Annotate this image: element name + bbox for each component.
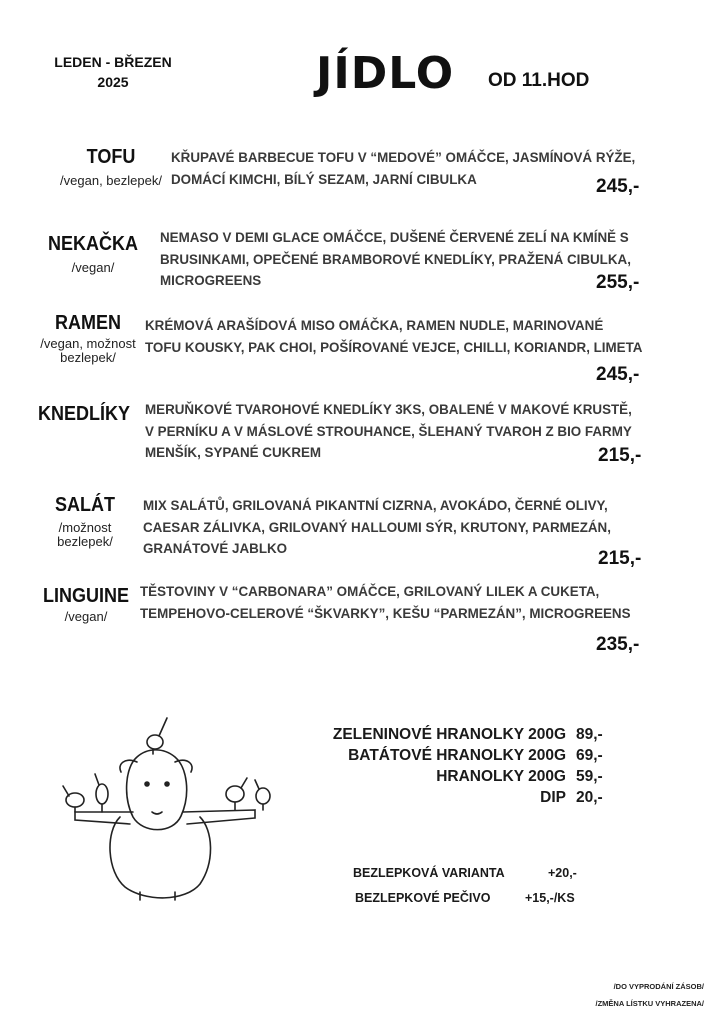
gf-price: +20,-: [548, 866, 577, 880]
side-item: [330, 787, 620, 808]
item-name: RAMEN: [54, 312, 122, 334]
sides-list: [330, 724, 620, 808]
description-line: GRANÁTOVÉ JABLKO: [143, 541, 288, 556]
description-line: KŘUPAVÉ BARBECUE TOFU V “MEDOVÉ” OMÁČCE, JASMÍNOVÁ RÝŽE,: [171, 150, 636, 165]
item-tag: /vegan/: [71, 260, 115, 275]
bird-icon: [95, 774, 108, 812]
item-description: [145, 315, 642, 358]
item-tag: /vegan, bezlepek/: [60, 173, 162, 188]
item-name: KNEDLÍKY: [37, 403, 130, 425]
item-price: 245,-: [596, 364, 640, 385]
item-price: 245,-: [596, 176, 640, 197]
item-name: TOFU: [86, 146, 136, 168]
bird-icon: [147, 718, 167, 754]
item-tag: /vegan/: [64, 609, 108, 624]
footer-note: /ZMĚNA LÍSTKU VYHRAZENA/: [595, 999, 704, 1008]
side-name: ZELENINOVÉ HRANOLKY 200G: [332, 726, 566, 743]
item-name: NEKAČKA: [48, 233, 138, 255]
season-label: [43, 52, 183, 92]
sheep-arm-left: [75, 812, 133, 824]
side-price: 89,-: [576, 726, 603, 743]
item-name: SALÁT: [54, 494, 115, 516]
item-price: 215,-: [598, 548, 642, 569]
side-price: 69,-: [576, 747, 603, 764]
gf-price: +15,-/KS: [525, 891, 575, 905]
description-line: TOFU KOUSKY, PAK CHOI, POŠÍROVANÉ VEJCE, CHILLI, KORIANDR, LIMETA: [145, 339, 643, 355]
item-price: 235,-: [596, 634, 640, 655]
item-description: [143, 495, 611, 560]
item-name: LINGUINE: [42, 585, 130, 607]
bird-icon: [255, 780, 270, 810]
tag-line: /vegan, možnost: [40, 336, 136, 351]
bird-icon: [63, 786, 84, 812]
item-description: [160, 227, 631, 292]
description-line: V PERNÍKU A V MÁSLOVÉ STROUHANCE, ŠLEHANÝ TVAROH Z BIO FARMY: [145, 423, 632, 439]
side-price: 20,-: [576, 789, 603, 806]
description-line: MENŠÍK, SYPANÉ CUKREM: [145, 445, 322, 460]
description-line: BRUSINKAMI, OPEČENÉ BRAMBOROVÉ KNEDLÍKY, PRAŽENÁ CIBULKA,: [160, 251, 631, 267]
side-price: 59,-: [576, 768, 603, 785]
item-tag: [10, 521, 160, 549]
item-description: [145, 399, 632, 464]
footer-notes: [596, 978, 704, 1012]
item-tag: [13, 337, 163, 365]
tag-line: /možnost: [58, 520, 112, 535]
description-line: NEMASO V DEMI GLACE OMÁČCE, DUŠENÉ ČERVENÉ ZELÍ NA KMÍNĚ S: [160, 230, 629, 245]
side-item: [330, 724, 620, 745]
description-line: TEMPEHOVO-CELEROVÉ “ŠKVARKY”, KEŠU “PARMEZÁN”, MICROGREENS: [140, 605, 631, 621]
tag-line: bezlepek/: [57, 534, 113, 549]
side-item: [330, 766, 620, 787]
description-line: KRÉMOVÁ ARAŠÍDOVÁ MISO OMÁČKA, RAMEN NUDLE, MARINOVANÉ: [145, 318, 604, 333]
item-price: 215,-: [598, 445, 642, 466]
tag-line: bezlepek/: [60, 350, 116, 365]
sheep-with-birds-illustration: [55, 712, 295, 902]
gf-name: BEZLEPKOVÉ PEČIVO: [355, 891, 491, 905]
sheep-arm-right: [183, 810, 255, 824]
opening-hours: OD 11.HOD: [488, 70, 590, 91]
season-text: LEDEN - BŘEZEN: [54, 54, 172, 70]
side-name: BATÁTOVÉ HRANOLKY 200G: [348, 747, 566, 764]
description-line: DOMÁCÍ KIMCHI, BÍLÝ SEZAM, JARNÍ CIBULKA: [171, 171, 477, 187]
side-name: DIP: [540, 789, 566, 806]
bird-icon: [226, 778, 247, 810]
description-line: MERUŇKOVÉ TVAROHOVÉ KNEDLÍKY 3KS, OBALENÉ V MAKOVÉ KRUSTĚ,: [145, 402, 632, 417]
gf-name: BEZLEPKOVÁ VARIANTA: [353, 866, 505, 880]
description-line: MICROGREENS: [160, 273, 262, 288]
side-name: HRANOLKY 200G: [436, 768, 566, 785]
item-price: 255,-: [596, 272, 640, 293]
footer-note: /DO VYPRODÁNÍ ZÁSOB/: [613, 982, 704, 991]
description-line: CAESAR ZÁLIVKA, GRILOVANÝ HALLOUMI SÝR, KRUTONY, PARMEZÁN,: [143, 519, 611, 535]
description-line: TĚSTOVINY V “CARBONARA” OMÁČCE, GRILOVANÝ LILEK A CUKETA,: [140, 584, 600, 599]
item-description: [140, 581, 631, 624]
description-line: MIX SALÁTŮ, GRILOVANÁ PIKANTNÍ CIZRNA, AVOKÁDO, ČERNÉ OLIVY,: [143, 498, 608, 513]
item-description: [171, 147, 635, 190]
year-text: 2025: [97, 74, 129, 90]
page-title: JÍDLO: [316, 48, 455, 99]
side-item: [330, 745, 620, 766]
